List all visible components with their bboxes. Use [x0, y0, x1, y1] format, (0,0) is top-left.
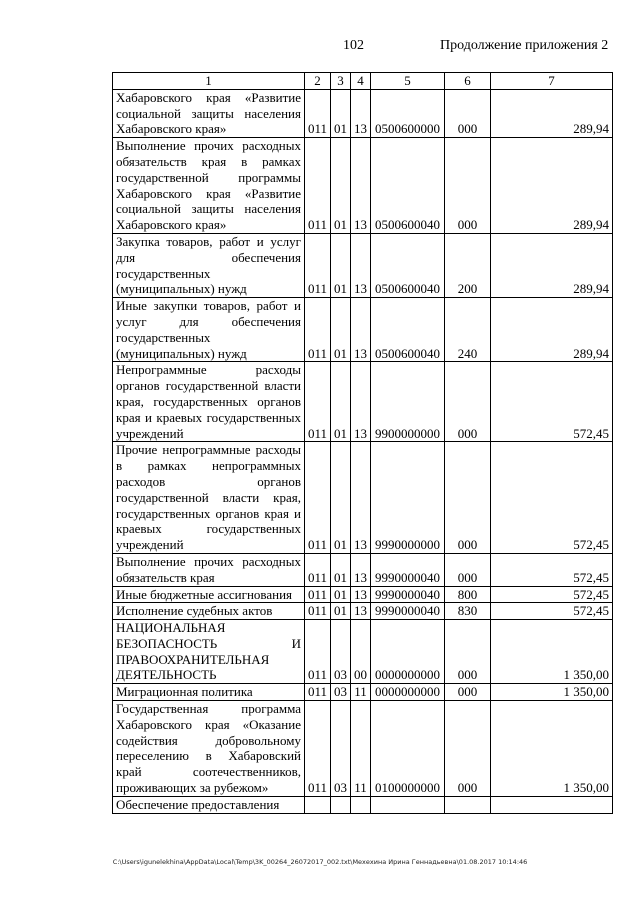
column-number-header: 3	[331, 73, 351, 90]
table-row	[113, 684, 613, 701]
row-code-expense-type: 000	[445, 553, 491, 586]
row-code-subsection: 13	[351, 603, 371, 620]
row-code-section: 01	[331, 586, 351, 603]
row-code-expense-type: 240	[445, 298, 491, 362]
row-amount: 572,45	[491, 586, 613, 603]
row-code-subsection: 13	[351, 362, 371, 442]
row-code-ministry: 011	[305, 603, 331, 620]
row-code-ministry: 011	[305, 138, 331, 234]
row-code-ministry: 011	[305, 362, 331, 442]
table-row	[113, 586, 613, 603]
row-code-subsection	[351, 796, 371, 813]
row-amount: 572,45	[491, 603, 613, 620]
row-name: Непрограммные расходы органов государственной власти края, государственных органов края и краевых государственных учреждений	[113, 362, 305, 442]
row-code-target: 9990000040	[371, 586, 445, 603]
row-code-expense-type: 800	[445, 586, 491, 603]
row-name: Выполнение прочих расходных обязательств края	[113, 553, 305, 586]
page-subtitle: Продолжение приложения 2	[440, 38, 609, 53]
row-code-ministry: 011	[305, 553, 331, 586]
row-code-target: 0500600040	[371, 138, 445, 234]
table-row	[113, 233, 613, 297]
row-amount: 572,45	[491, 442, 613, 554]
row-code-ministry: 011	[305, 701, 331, 797]
row-amount: 1 350,00	[491, 701, 613, 797]
row-code-expense-type: 000	[445, 701, 491, 797]
row-name: Закупка товаров, работ и услуг для обеспечения государственных (муниципальных) нужд	[113, 233, 305, 297]
table-row	[113, 298, 613, 362]
row-name: Хабаровского края «Развитие социальной защиты населения Хабаровского края»	[113, 89, 305, 137]
footer-file-path: C:\Users\igunelekhina\AppData\Local\Temp\3K_00264_26072017_002.txt\Мехехина Ирина Геннадьевна\01.08.2017 10:14:46	[112, 858, 528, 866]
row-code-ministry: 011	[305, 89, 331, 137]
row-code-ministry: 011	[305, 233, 331, 297]
table-row	[113, 796, 613, 813]
row-code-ministry: 011	[305, 298, 331, 362]
row-amount	[491, 796, 613, 813]
row-amount: 1 350,00	[491, 684, 613, 701]
row-code-subsection: 11	[351, 684, 371, 701]
row-code-target: 0500600040	[371, 233, 445, 297]
row-name: Обеспечение предоставления	[113, 796, 305, 813]
row-code-target: 0000000000	[371, 684, 445, 701]
row-amount: 289,94	[491, 89, 613, 137]
row-code-subsection: 13	[351, 89, 371, 137]
row-name: Иные бюджетные ассигнования	[113, 586, 305, 603]
row-code-target	[371, 796, 445, 813]
row-code-section: 01	[331, 442, 351, 554]
row-code-section: 01	[331, 233, 351, 297]
row-code-section: 01	[331, 138, 351, 234]
row-code-section: 01	[331, 362, 351, 442]
row-code-ministry: 011	[305, 620, 331, 684]
row-code-target: 0500600000	[371, 89, 445, 137]
row-code-target: 0000000000	[371, 620, 445, 684]
column-number-header: 6	[445, 73, 491, 90]
row-code-subsection: 13	[351, 233, 371, 297]
row-amount: 572,45	[491, 362, 613, 442]
column-number-header: 5	[371, 73, 445, 90]
row-code-section: 03	[331, 701, 351, 797]
column-number-row	[113, 73, 613, 90]
row-name: Выполнение прочих расходных обязательств края в рамках государственной программы Хабаровского края «Развитие социальной защиты населения Хабаровского края»	[113, 138, 305, 234]
row-code-target: 9900000000	[371, 362, 445, 442]
row-code-ministry: 011	[305, 684, 331, 701]
row-code-expense-type: 000	[445, 362, 491, 442]
row-name: НАЦИОНАЛЬНАЯ БЕЗОПАСНОСТЬ И ПРАВООХРАНИТЕЛЬНАЯ ДЕЯТЕЛЬНОСТЬ	[113, 620, 305, 684]
column-number-header: 7	[491, 73, 613, 90]
budget-table	[112, 72, 613, 814]
row-code-target: 9990000040	[371, 603, 445, 620]
page-number: 102	[343, 38, 364, 53]
row-name: Государственная программа Хабаровского края «Оказание содействия добровольному переселению в Хабаровский край соотечественников, проживающих за рубежом»	[113, 701, 305, 797]
row-code-subsection: 13	[351, 298, 371, 362]
table-row	[113, 442, 613, 554]
row-name: Прочие непрограммные расходы в рамках непрограммных расходов органов государственной власти края, государственных органов края и краевых государственных учреждений	[113, 442, 305, 554]
row-amount: 289,94	[491, 298, 613, 362]
row-code-subsection: 00	[351, 620, 371, 684]
row-code-expense-type	[445, 796, 491, 813]
row-code-expense-type: 000	[445, 442, 491, 554]
row-code-expense-type: 000	[445, 89, 491, 137]
row-code-expense-type: 830	[445, 603, 491, 620]
column-number-header: 1	[113, 73, 305, 90]
row-code-expense-type: 000	[445, 620, 491, 684]
row-code-subsection: 13	[351, 586, 371, 603]
row-code-section: 01	[331, 89, 351, 137]
row-code-section: 03	[331, 620, 351, 684]
row-code-subsection: 11	[351, 701, 371, 797]
row-code-ministry: 011	[305, 586, 331, 603]
row-code-section: 01	[331, 553, 351, 586]
table-row	[113, 362, 613, 442]
row-name: Исполнение судебных актов	[113, 603, 305, 620]
row-code-subsection: 13	[351, 138, 371, 234]
table-row	[113, 603, 613, 620]
row-code-section	[331, 796, 351, 813]
row-code-expense-type: 200	[445, 233, 491, 297]
row-code-section: 03	[331, 684, 351, 701]
table-row	[113, 701, 613, 797]
row-code-target: 9990000040	[371, 553, 445, 586]
row-code-ministry	[305, 796, 331, 813]
row-code-target: 9990000000	[371, 442, 445, 554]
row-amount: 572,45	[491, 553, 613, 586]
table-row	[113, 620, 613, 684]
row-code-section: 01	[331, 298, 351, 362]
table-row	[113, 553, 613, 586]
column-number-header: 2	[305, 73, 331, 90]
row-name: Иные закупки товаров, работ и услуг для обеспечения государственных (муниципальных) нужд	[113, 298, 305, 362]
row-code-section: 01	[331, 603, 351, 620]
page-header	[0, 38, 640, 56]
column-number-header: 4	[351, 73, 371, 90]
row-amount: 289,94	[491, 233, 613, 297]
row-code-target: 0100000000	[371, 701, 445, 797]
row-code-expense-type: 000	[445, 138, 491, 234]
row-code-subsection: 13	[351, 553, 371, 586]
table-row	[113, 89, 613, 137]
row-name: Миграционная политика	[113, 684, 305, 701]
row-code-subsection: 13	[351, 442, 371, 554]
table-row	[113, 138, 613, 234]
row-amount: 289,94	[491, 138, 613, 234]
row-amount: 1 350,00	[491, 620, 613, 684]
row-code-target: 0500600040	[371, 298, 445, 362]
row-code-ministry: 011	[305, 442, 331, 554]
row-code-expense-type: 000	[445, 684, 491, 701]
